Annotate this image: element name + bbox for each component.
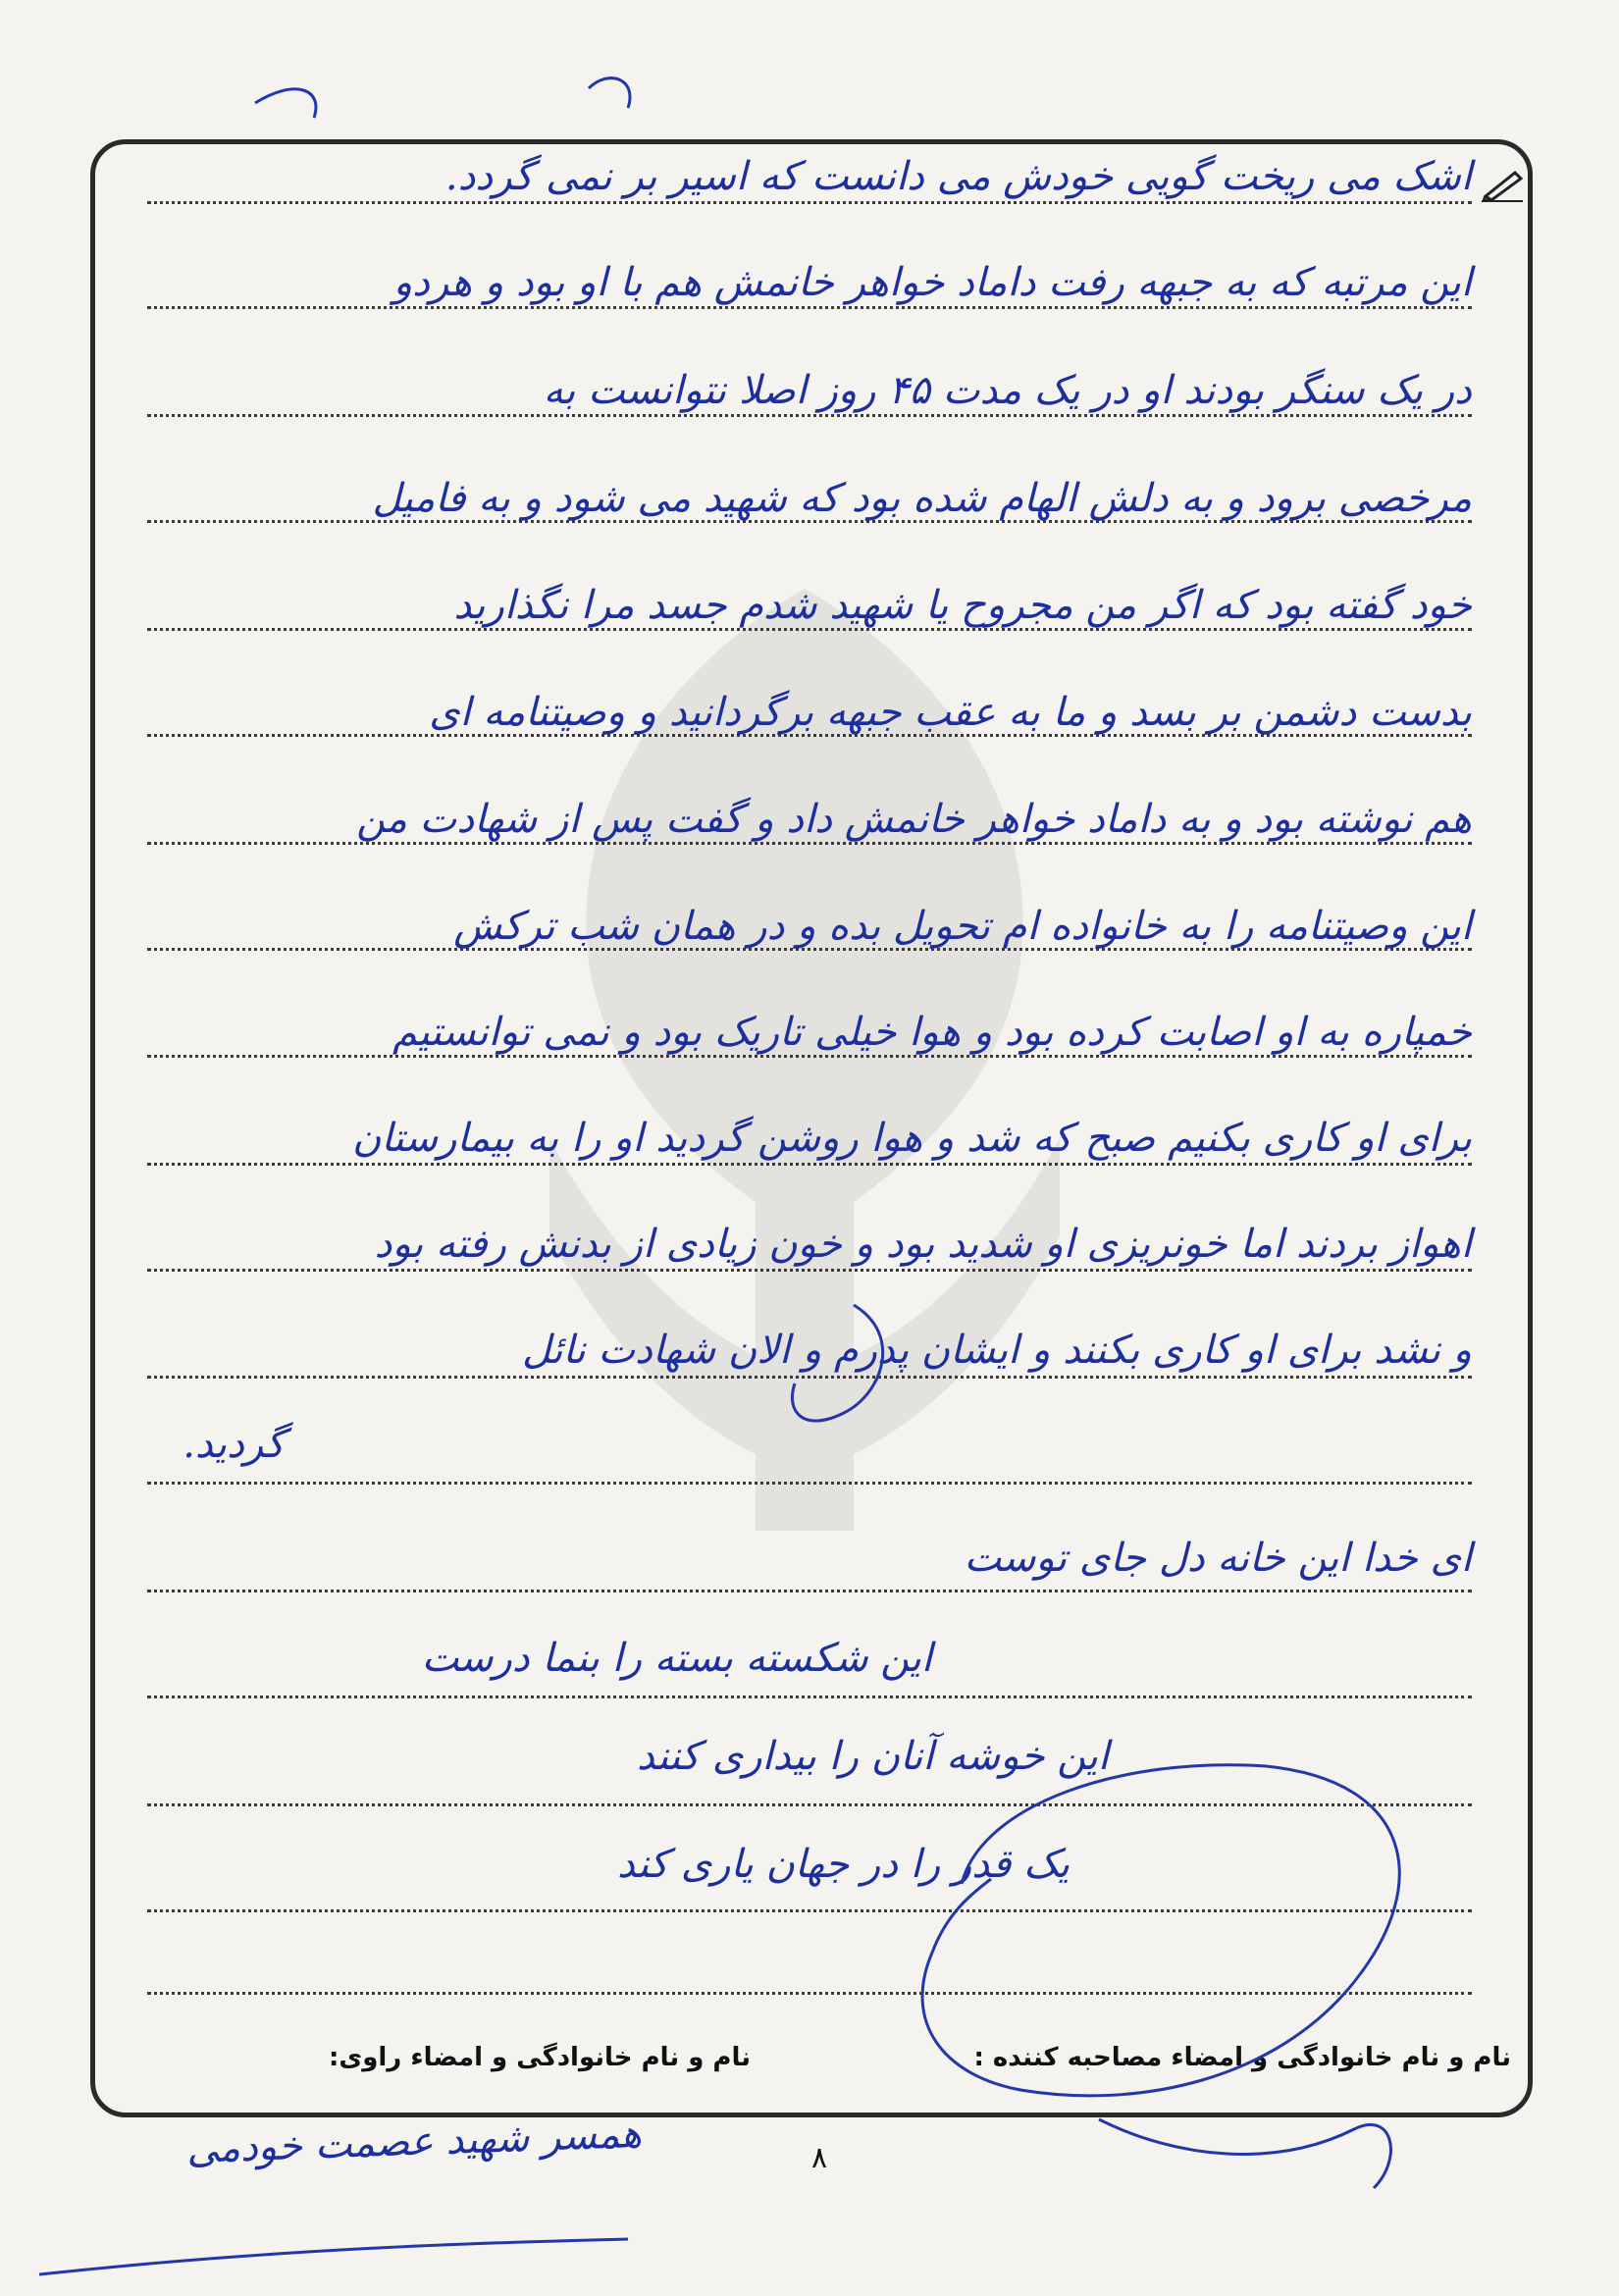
handwritten-line: مرخصی برود و به دلش الهام شده بود که شهید می شود و به فامیل bbox=[372, 476, 1472, 521]
handwritten-line: این خوشه آنان را بیداری کنند bbox=[637, 1734, 1109, 1779]
handwritten-line: خود گفته بود که اگر من مجروح یا شهید شدم جسد مرا نگذارید bbox=[453, 583, 1472, 628]
handwritten-line: برای او کاری بکنیم صبح که شد و هوا روشن گردید او را به بیمارستان bbox=[351, 1116, 1472, 1161]
handwritten-line: و نشد برای او کاری بکنند و ایشان پدرم و الان شهادت نائل bbox=[522, 1328, 1472, 1373]
handwritten-line: هم نوشته بود و به داماد خواهر خانمش داد و گفت پس از شهادت من bbox=[356, 797, 1472, 842]
handwritten-line: بدست دشمن بر بسد و ما به عقب جبهه برگردانید و وصیتنامه ای bbox=[429, 690, 1472, 735]
handwritten-line: اهواز بردند اما خونریزی او شدید بود و خون زیادی از بدنش رفته بود bbox=[374, 1222, 1472, 1267]
narrator-signature: همسر شهید عصمت خودمی bbox=[185, 2111, 643, 2173]
narrator-signature-label: نام و نام خانوادگی و امضاء راوی: bbox=[329, 2043, 751, 2072]
handwritten-line: یک قدر را در جهان یاری کند bbox=[617, 1842, 1070, 1887]
page-number: ٨ bbox=[810, 2141, 828, 2175]
handwritten-line: در یک سنگر بودند او در یک مدت ۴۵ روز اصلا نتوانست به bbox=[543, 368, 1472, 413]
handwritten-line: این وصیتنامه را به خانواده ام تحویل بده و در همان شب ترکش bbox=[453, 904, 1472, 949]
handwritten-line: اشک می ریخت گویی خودش می دانست که اسیر بر نمی گردد. bbox=[444, 154, 1472, 199]
handwritten-line: ای خدا این خانه دل جای توست bbox=[964, 1536, 1472, 1581]
handwritten-line: این شکسته بسته را بنما درست bbox=[421, 1636, 932, 1681]
handwritten-line: گردید. bbox=[183, 1422, 285, 1467]
interviewer-signature-label: نام و نام خانوادگی و امضاء مصاحبه کننده : bbox=[973, 2043, 1511, 2072]
handwritten-line: خمپاره به او اصابت کرده بود و هوا خیلی تاریک بود و نمی توانستیم bbox=[392, 1010, 1472, 1055]
handwritten-line: این مرتبه که به جبهه رفت داماد خواهر خانمش هم با او بود و هردو bbox=[392, 260, 1472, 305]
